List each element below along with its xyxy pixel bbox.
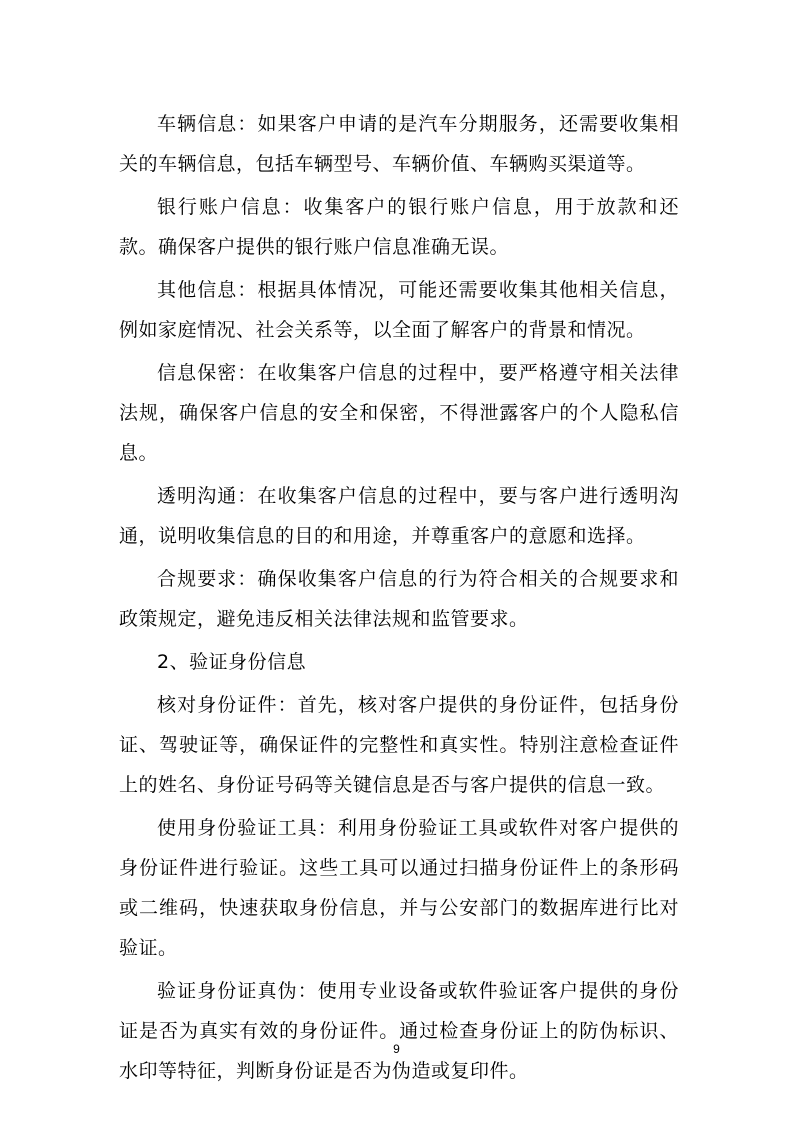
- paragraph-transparent-communication: 透明沟通：在收集客户信息的过程中，要与客户进行透明沟通，说明收集信息的目的和用途，并尊重客户的意愿和选择。: [119, 485, 679, 547]
- section-heading-verify-identity: 2、验证身份信息: [157, 651, 307, 673]
- paragraph-bank-account-info: 银行账户信息：收集客户的银行账户信息，用于放款和还款。确保客户提供的银行账户信息准确无误。: [119, 196, 679, 258]
- paragraph-info-confidentiality: 信息保密：在收集客户信息的过程中，要严格遵守相关法律法规，确保客户信息的安全和保密，不得泄露客户的个人隐私信息。: [119, 362, 679, 464]
- body-text: [119, 104, 679, 1094]
- paragraph-check-id-documents: 核对身份证件：首先，核对客户提供的身份证件，包括身份证、驾驶证等，确保证件的完整性和真实性。特别注意检查证件上的姓名、身份证号码等关键信息是否与客户提供的信息一致。: [119, 694, 679, 796]
- paragraph-identity-tools: 使用身份验证工具：利用身份验证工具或软件对客户提供的身份证件进行验证。这些工具可以通过扫描身份证件上的条形码或二维码，快速获取身份信息，并与公安部门的数据库进行比对验证。: [119, 817, 679, 959]
- paragraph-other-info: 其他信息：根据具体情况，可能还需要收集其他相关信息，例如家庭情况、社会关系等，以全面了解客户的背景和情况。: [119, 279, 679, 341]
- paragraph-compliance: 合规要求：确保收集客户信息的行为符合相关的合规要求和政策规定，避免违反相关法律法规和监管要求。: [119, 568, 679, 630]
- paragraph-vehicle-info: 车辆信息：如果客户申请的是汽车分期服务，还需要收集相关的车辆信息，包括车辆型号、车辆价值、车辆购买渠道等。: [119, 113, 679, 175]
- paragraph-verify-id-authenticity: 验证身份证真伪：使用专业设备或软件验证客户提供的身份证是否为真实有效的身份证件。通过检查身份证上的防伪标识、水印等特征，判断身份证是否为伪造或复印件。: [119, 980, 679, 1082]
- page-number: 9: [393, 1042, 400, 1056]
